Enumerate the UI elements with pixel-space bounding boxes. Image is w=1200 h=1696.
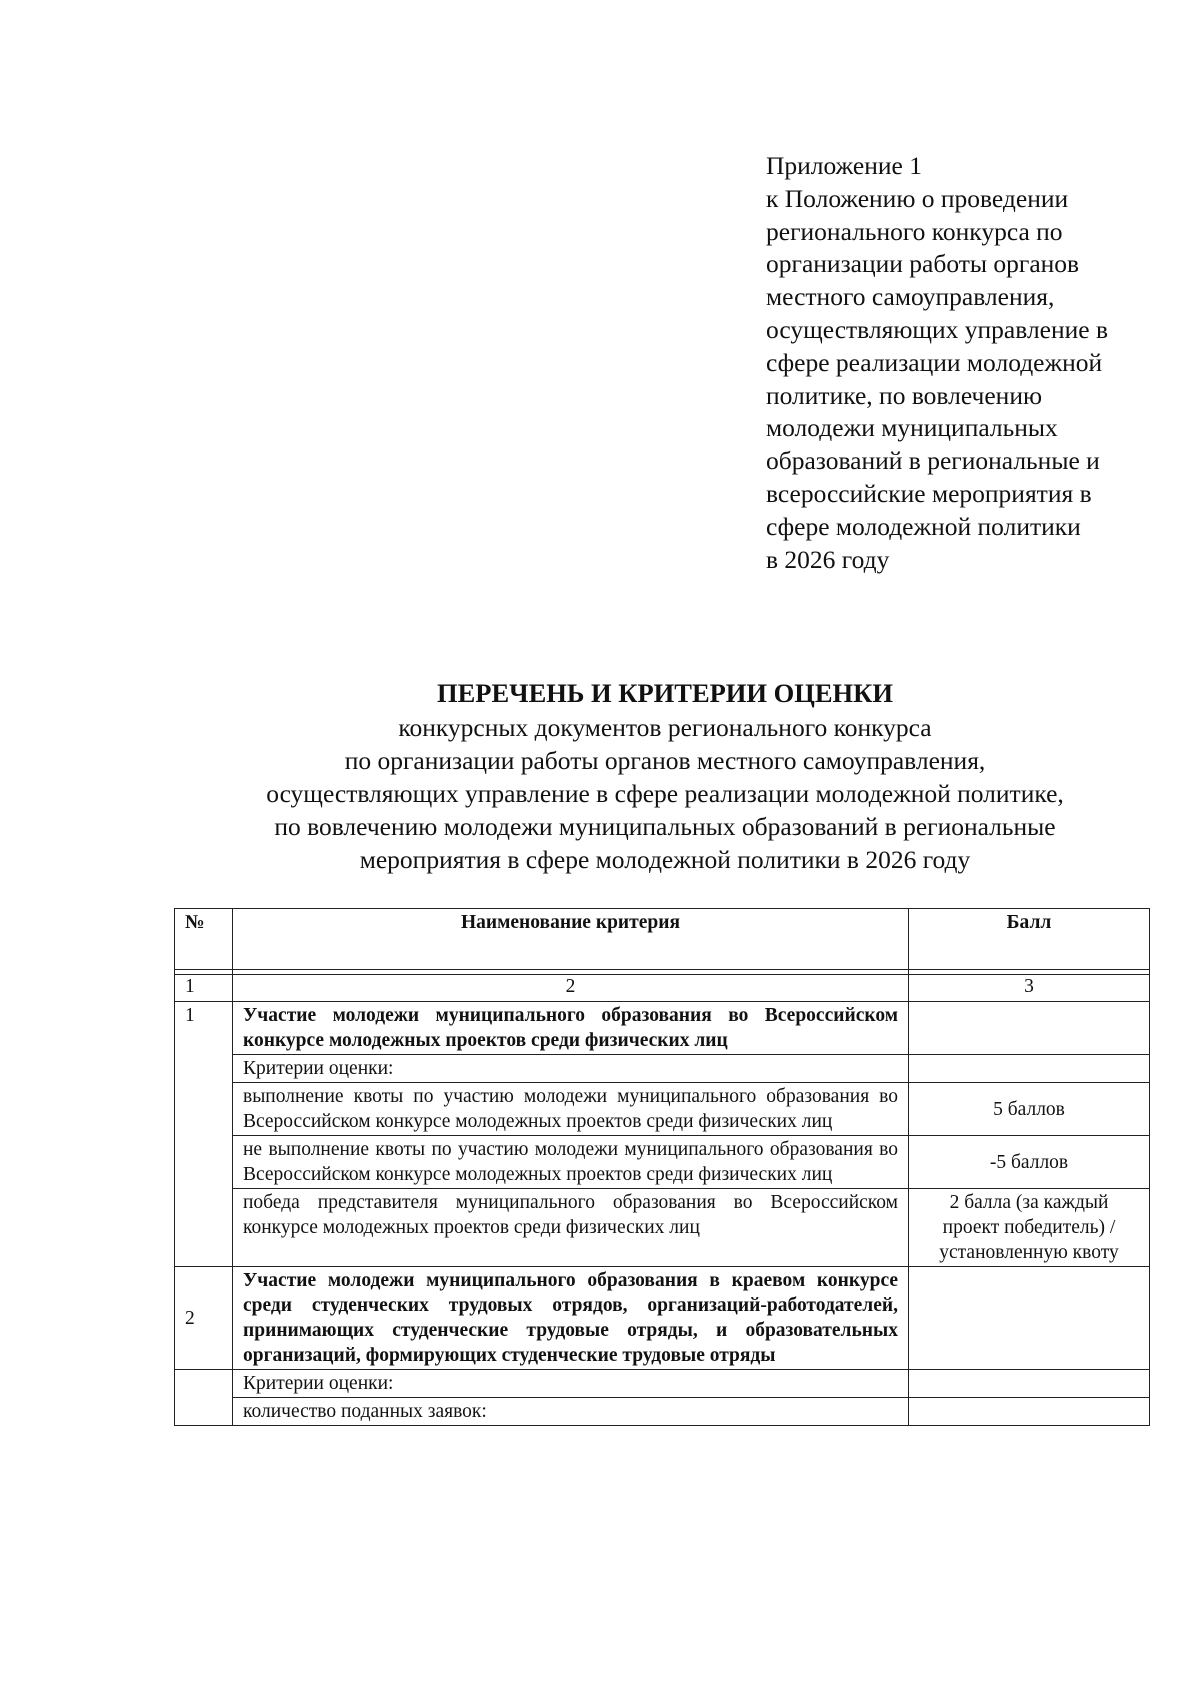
table-row [175, 1055, 1150, 1083]
section-number: 1 [175, 1002, 233, 1267]
appendix-line: образований в региональные и [766, 446, 1100, 476]
table-row [175, 1083, 1150, 1136]
appendix-line: всероссийские мероприятия в [766, 478, 1092, 508]
table-row [175, 1189, 1150, 1267]
column-numbers-row [175, 975, 1150, 1002]
appendix-line: молодежи муниципальных [766, 413, 1058, 443]
table-header-row [175, 909, 1150, 970]
criteria-label: Критерии оценки: [233, 1370, 909, 1398]
column-number: 3 [909, 975, 1150, 1002]
table-row [175, 1370, 1150, 1398]
table-row [175, 1136, 1150, 1189]
applications-label: количество поданных заявок: [233, 1398, 909, 1426]
document-title-block [150, 676, 1180, 876]
document-subtitle-line: мероприятия в сфере молодежной политики в 2026 году [359, 845, 971, 874]
appendix-line: в 2026 году [766, 544, 890, 574]
table-row [175, 1267, 1150, 1370]
criterion-text: не выполнение квоты по участию молодежи муниципального образования во Всероссийском конкурсе молодежных проектов среди физических лиц [233, 1136, 909, 1189]
table-row [175, 1398, 1150, 1426]
section-title: Участие молодежи муниципального образования во Всероссийском конкурсе молодежных проектов среди физических лиц [233, 1002, 909, 1055]
section-number: 2 [175, 1267, 233, 1370]
header-number: № [175, 909, 233, 970]
column-number: 2 [233, 975, 909, 1002]
criterion-score: -5 баллов [909, 1136, 1150, 1189]
appendix-line: осуществляющих управление в [766, 314, 1109, 344]
document-subtitle-line: по организации работы органов местного самоуправления, [344, 746, 986, 775]
appendix-line: к Положению о проведении [766, 183, 1069, 213]
criteria-label: Критерии оценки: [233, 1055, 909, 1083]
header-score: Балл [909, 909, 1150, 970]
document-subtitle-line: осуществляющих управление в сфере реализации молодежной политике, [266, 779, 1064, 808]
appendix-line: местного самоуправления, [766, 282, 1055, 312]
appendix-line: регионального конкурса по [766, 216, 1063, 246]
criterion-score: 5 баллов [909, 1083, 1150, 1136]
criterion-text: выполнение квоты по участию молодежи муниципального образования во Всероссийском конкурсе молодежных проектов среди физических лиц [233, 1083, 909, 1136]
appendix-line: организации работы органов [766, 249, 1080, 279]
document-subtitle-line: по вовлечению молодежи муниципальных образований в региональные [274, 812, 1056, 841]
appendix-line: сфере реализации молодежной [766, 347, 1103, 377]
appendix-line: Приложение 1 [766, 151, 922, 180]
appendix-block [766, 150, 1186, 576]
column-number: 1 [175, 975, 233, 1002]
criterion-score: 2 балла (за каждый проект победитель) /установленную квоту [909, 1189, 1150, 1267]
appendix-line: сфере молодежной политики [766, 511, 1081, 541]
document-subtitle-line: конкурсных документов регионального конкурса [398, 713, 932, 742]
table-row [175, 1002, 1150, 1055]
criterion-text: победа представителя муниципального образования во Всероссийском конкурсе молодежных проектов среди физических лиц [233, 1189, 909, 1267]
section-title: Участие молодежи муниципального образования в краевом конкурсе среди студенческих трудовых отрядов, организаций-работодателей, принимающих студенческие трудовые отряды, и образовательных организаций, формирующих студенческие трудовые отряды [233, 1267, 909, 1370]
header-criterion-name: Наименование критерия [233, 909, 909, 970]
criteria-table [174, 908, 1150, 1426]
appendix-line: политике, по вовлечению [766, 380, 1043, 410]
document-title: ПЕРЕЧЕНЬ И КРИТЕРИИ ОЦЕНКИ [436, 678, 893, 708]
